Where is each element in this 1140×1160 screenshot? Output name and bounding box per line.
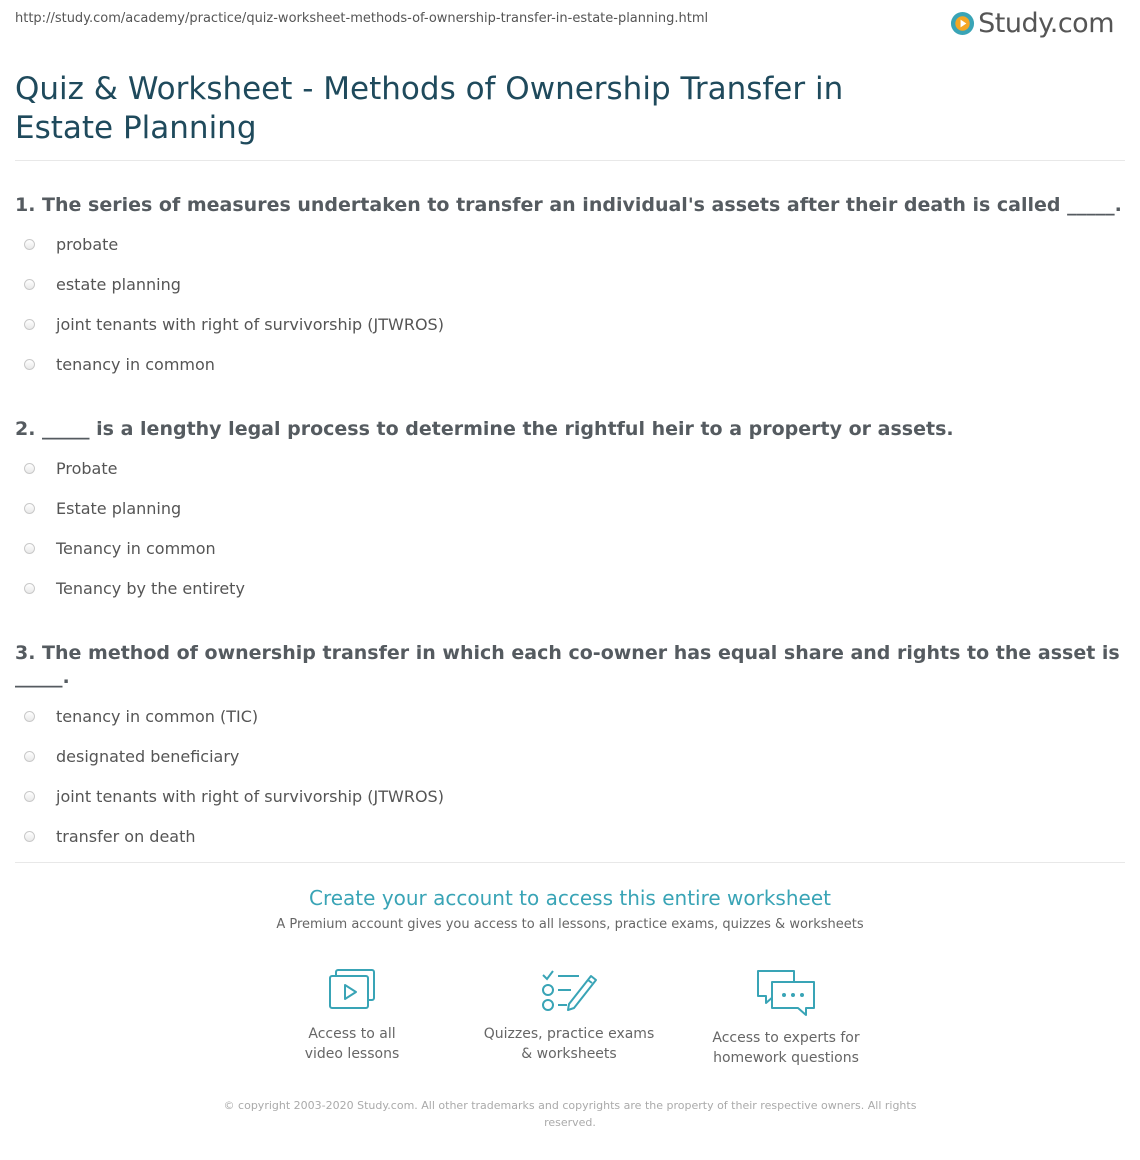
answer-option[interactable]	[15, 736, 1125, 776]
answer-option[interactable]	[15, 776, 1125, 816]
radio-button[interactable]	[24, 359, 35, 370]
answer-option[interactable]	[15, 264, 1125, 304]
options-list	[15, 224, 1125, 384]
radio-button[interactable]	[24, 751, 35, 762]
option-label: Estate planning	[56, 498, 182, 518]
radio-button[interactable]	[24, 319, 35, 330]
feature-experts	[686, 968, 886, 1068]
copyright-notice: © copyright 2003-2020 Study.com. All other trademarks and copyrights are the property of their respective owners. All rights reserved.	[223, 1099, 917, 1129]
question-3	[15, 641, 1125, 856]
option-label: Tenancy by the entirety	[56, 578, 245, 598]
answer-option[interactable]	[15, 488, 1125, 528]
quiz-checklist-icon	[539, 968, 599, 1014]
option-label: probate	[56, 234, 119, 254]
video-lessons-icon	[326, 968, 378, 1014]
feature-label: Access to experts for homework questions	[712, 1030, 860, 1066]
answer-option[interactable]	[15, 304, 1125, 344]
study-logo[interactable]	[950, 8, 1114, 39]
options-list	[15, 696, 1125, 856]
option-label: designated beneficiary	[56, 746, 240, 766]
feature-label: Quizzes, practice exams & worksheets	[483, 1026, 655, 1062]
divider	[15, 862, 1125, 863]
radio-button[interactable]	[24, 791, 35, 802]
feature-label: Access to all video lessons	[304, 1026, 400, 1062]
radio-button[interactable]	[24, 711, 35, 722]
radio-button[interactable]	[24, 583, 35, 594]
play-logo-icon	[950, 11, 975, 36]
radio-button[interactable]	[24, 543, 35, 554]
divider	[15, 160, 1125, 161]
question-text: 3. The method of ownership transfer in which each co-owner has equal share and rights to the asset is _____.	[15, 642, 1120, 688]
page-title: Quiz & Worksheet - Methods of Ownership Transfer in Estate Planning	[15, 71, 844, 146]
chat-bubbles-icon	[754, 968, 818, 1018]
radio-button[interactable]	[24, 503, 35, 514]
option-label: joint tenants with right of survivorship (JTWROS)	[56, 786, 444, 806]
question-text: 1. The series of measures undertaken to transfer an individual's assets after their death is called _____.	[15, 194, 1122, 216]
question-text: 2. _____ is a lengthy legal process to determine the rightful heir to a property or assets.	[15, 418, 954, 440]
feature-quizzes	[469, 968, 669, 1064]
option-label: transfer on death	[56, 826, 196, 846]
logo-text: Study.com	[978, 8, 1114, 39]
answer-option[interactable]	[15, 344, 1125, 384]
premium-description: A Premium account gives you access to all lessons, practice exams, quizzes & worksheets	[276, 917, 864, 932]
feature-video-lessons	[252, 968, 452, 1064]
answer-option[interactable]	[15, 568, 1125, 608]
question-1	[15, 193, 1125, 384]
radio-button[interactable]	[24, 463, 35, 474]
radio-button[interactable]	[24, 831, 35, 842]
answer-option[interactable]	[15, 696, 1125, 736]
option-label: tenancy in common (TIC)	[56, 706, 259, 726]
answer-option[interactable]	[15, 816, 1125, 856]
answer-option[interactable]	[15, 224, 1125, 264]
option-label: Tenancy in common	[56, 538, 216, 558]
radio-button[interactable]	[24, 279, 35, 290]
answer-option[interactable]	[15, 528, 1125, 568]
option-label: tenancy in common	[56, 354, 215, 374]
option-label: estate planning	[56, 274, 181, 294]
radio-button[interactable]	[24, 239, 35, 250]
create-account-link[interactable]: Create your account to access this entire worksheet	[309, 886, 831, 910]
page-url: http://study.com/academy/practice/quiz-worksheet-methods-of-ownership-transfer-in-estate-planning.html	[15, 11, 709, 26]
option-label: joint tenants with right of survivorship (JTWROS)	[56, 314, 444, 334]
options-list	[15, 448, 1125, 608]
answer-option[interactable]	[15, 448, 1125, 488]
option-label: Probate	[56, 458, 118, 478]
question-2	[15, 417, 1125, 608]
